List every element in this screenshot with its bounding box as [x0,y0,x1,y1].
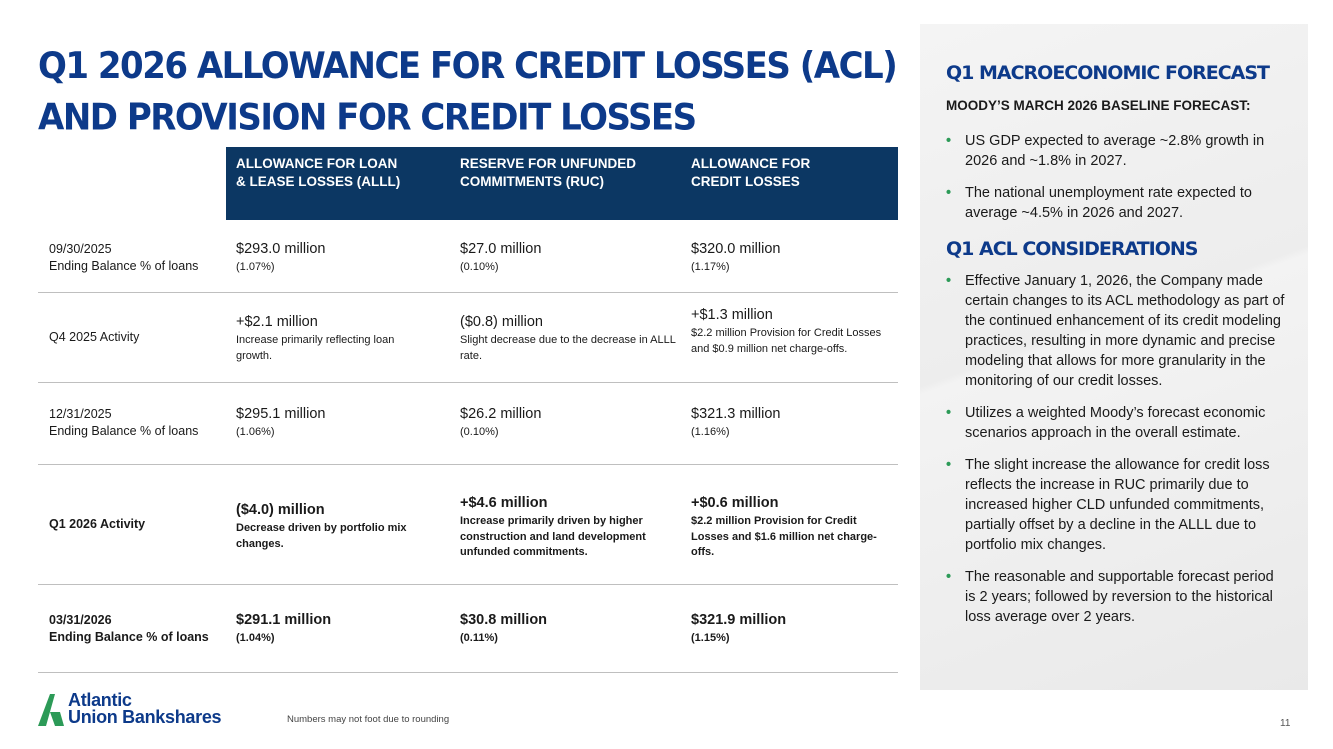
list-item: • The national unemployment rate expected to average ~4.5% in 2026 and 2027. [946,183,1286,223]
cell-note: (1.16%) [691,426,730,438]
cell-note: (0.11%) [460,632,498,644]
row-label-line1: Q1 2026 Activity [49,517,146,531]
acl-considerations-heading: Q1 ACL CONSIDERATIONS [946,238,1198,260]
cell-note: Slight decrease due to the decrease in ALLL rate. [460,334,676,362]
cell-acl [691,240,891,276]
logo-line1: Atlantic [68,690,132,710]
row-label [49,516,145,533]
cell-value: $321.9 million [691,612,787,628]
header-ruc [460,155,636,191]
cell-ruc [460,313,685,364]
cell-note: (1.04%) [236,632,275,644]
row-label-line2: Ending Balance % of loans [49,630,209,644]
cell-value: +$1.3 million [691,307,773,323]
row-label-line1: 09/30/2025 [49,242,112,256]
page-title-line2: AND PROVISION FOR CREDIT LOSSES [38,96,696,140]
macro-bullet-list [946,131,1286,235]
cell-note: (1.07%) [236,261,275,273]
cell-note: $2.2 million Provision for Credit Losses and $1.6 million net charge-offs. [691,515,877,558]
cell-alll [236,611,436,647]
page-number: 11 [1280,718,1291,729]
row-label [49,241,198,275]
cell-ruc [460,405,670,441]
cell-value: ($0.8) million [460,314,543,330]
cell-note: (0.10%) [460,261,499,273]
row-label [49,406,198,440]
header-alll-line1: ALLOWANCE FOR LOAN [236,156,398,171]
cell-note: Increase primarily reflecting loan growth. [236,334,395,362]
row-label-line2: Ending Balance % of loans [49,424,199,438]
row-label-line1: 12/31/2025 [49,407,112,421]
header-acl-line2: CREDIT LOSSES [691,174,800,189]
row-label-line1: Q4 2025 Activity [49,330,140,344]
cell-value: $26.2 million [460,406,542,422]
cell-note: (1.06%) [236,426,275,438]
list-item: • The reasonable and supportable forecast period is 2 years; followed by reversion to the historical loss average over 2 years. [946,567,1286,627]
logo-wordmark [68,692,221,726]
cell-ruc [460,611,670,647]
list-item: • Effective January 1, 2026, the Company made certain changes to its ACL methodology as part of the continued enhancement of its credit modeling practices, resulting in more dynamic and precise modeling that allows for more granularity in the monitoring of our credit losses. [946,271,1286,391]
cell-note: (1.15%) [691,632,730,644]
cell-value: $293.0 million [236,241,326,257]
cell-alll [236,501,436,552]
table-header [226,147,898,220]
row-label [49,612,209,646]
cell-note: (0.10%) [460,426,499,438]
cell-alll [236,313,426,364]
header-acl [691,155,810,191]
cell-value: +$2.1 million [236,314,318,330]
table-row [38,465,898,585]
cell-acl [691,494,881,561]
moodys-forecast-subheading: MOODY’S MARCH 2026 BASELINE FORECAST: [946,98,1251,113]
list-item: • The slight increase the allowance for credit loss reflects the increase in RUC primarily due to increased higher CLD unfunded commitments, partially offset by a decline in the ALLL due to portfolio mix changes. [946,455,1286,555]
cell-alll [236,240,436,276]
cell-acl [691,611,891,647]
list-item: • US GDP expected to average ~2.8% growth in 2026 and ~1.8% in 2027. [946,131,1286,171]
rounding-footnote: Numbers may not foot due to rounding [287,714,450,725]
cell-note: Increase primarily driven by higher construction and land development unfunded commitments. [460,515,646,558]
cell-value: $291.1 million [236,612,332,628]
cell-alll [236,405,436,441]
cell-note: $2.2 million Provision for Credit Losses and $0.9 million net charge-offs. [691,327,882,355]
table-row [38,220,898,293]
table-row [38,585,898,673]
table-row [38,383,898,465]
cell-ruc [460,494,675,561]
company-logo [38,692,278,732]
cell-value: $30.8 million [460,612,548,628]
cell-acl [691,405,891,441]
cell-value: $321.3 million [691,406,781,422]
cell-ruc [460,240,670,276]
cell-value: +$4.6 million [460,495,548,511]
forecast-panel [920,24,1308,690]
row-label [49,329,139,346]
logo-line2: Union Bankshares [68,707,222,727]
list-item: • Utilizes a weighted Moody’s forecast economic scenarios approach in the overall estimate. [946,403,1286,443]
header-alll [236,155,400,191]
header-alll-line2: & LEASE LOSSES (ALLL) [236,174,401,189]
cell-value: $295.1 million [236,406,326,422]
header-ruc-line1: RESERVE FOR UNFUNDED [460,156,637,171]
logo-mark-icon [38,692,66,726]
header-ruc-line2: COMMITMENTS (RUC) [460,174,604,189]
row-label-line2: Ending Balance % of loans [49,259,199,273]
cell-value: $320.0 million [691,241,781,257]
cell-note: Decrease driven by portfolio mix changes. [236,522,407,550]
page-title-line1: Q1 2026 ALLOWANCE FOR CREDIT LOSSES (ACL) [38,44,897,88]
acl-bullet-list [946,271,1286,639]
cell-value: $27.0 million [460,241,542,257]
table-row [38,293,898,383]
cell-note: (1.17%) [691,261,730,273]
header-acl-line1: ALLOWANCE FOR [691,156,811,171]
page-title [38,40,898,144]
cell-acl [691,306,889,357]
macro-forecast-heading: Q1 MACROECONOMIC FORECAST [946,62,1270,84]
row-label-line1: 03/31/2026 [49,613,112,627]
cell-value: +$0.6 million [691,495,779,511]
cell-value: ($4.0) million [236,502,325,518]
